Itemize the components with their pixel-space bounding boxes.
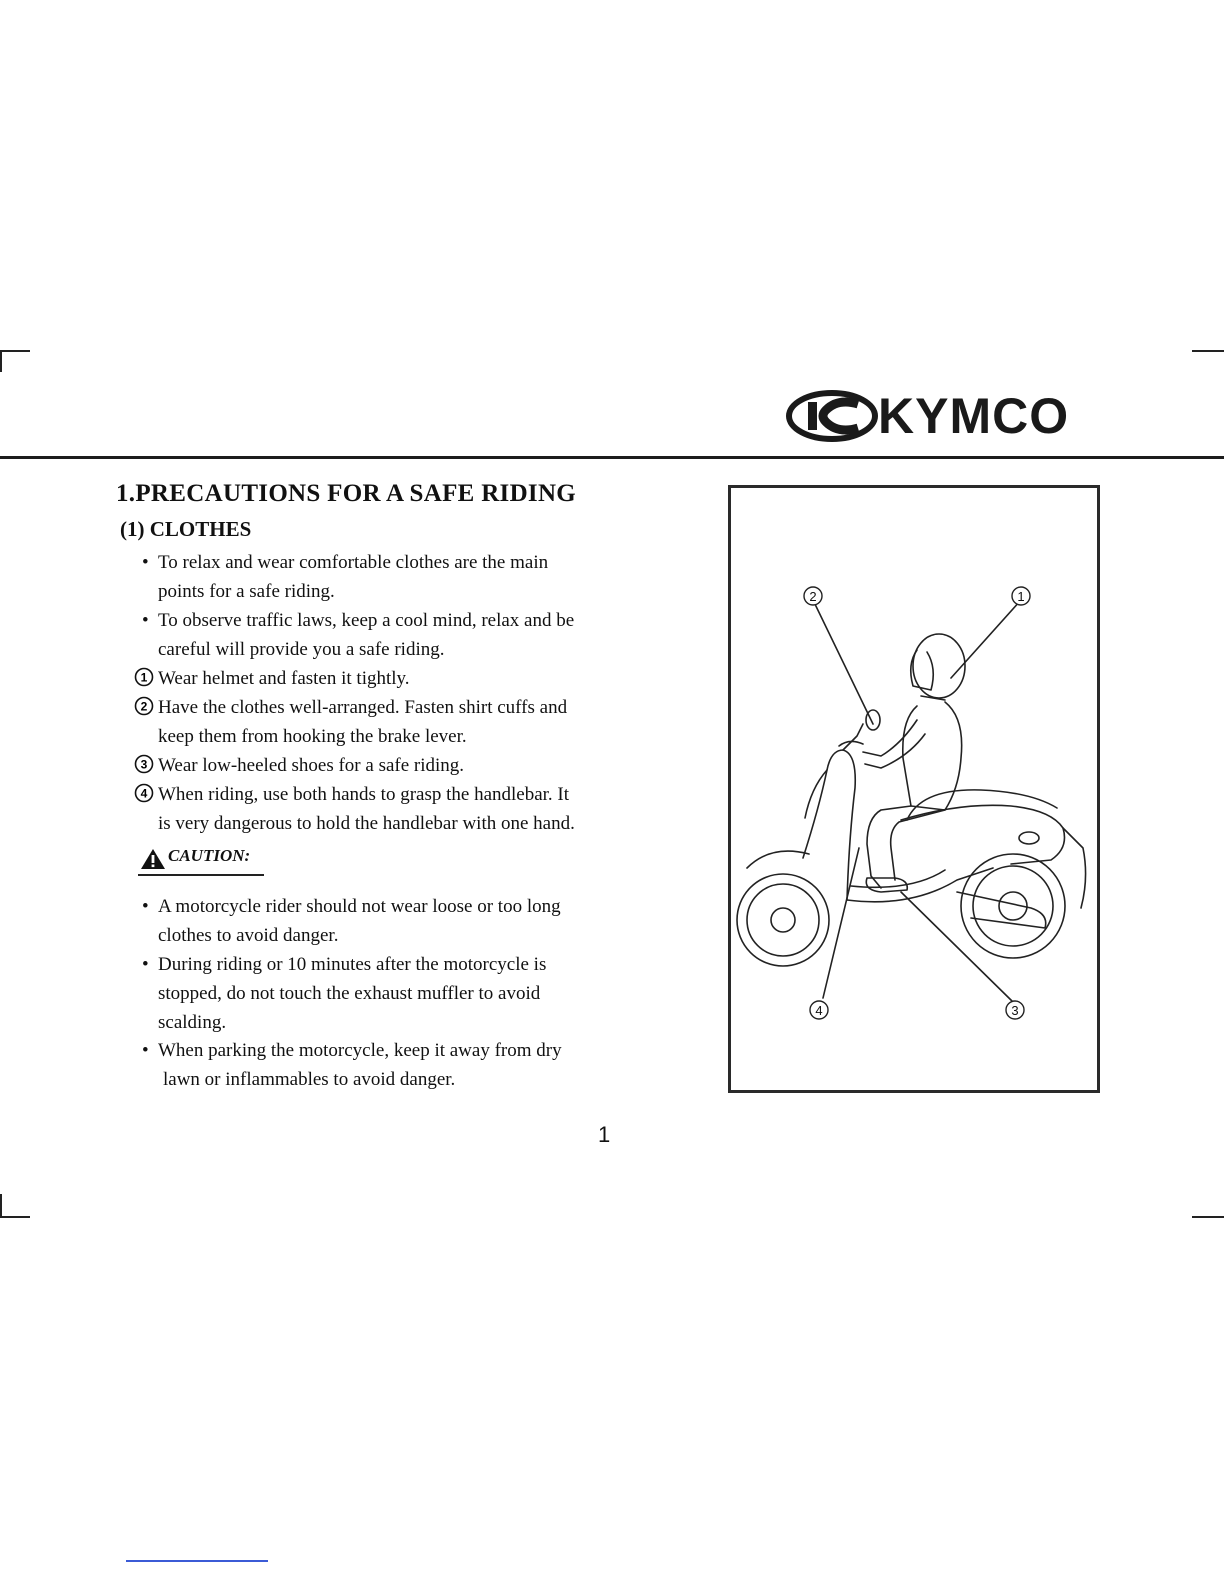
item-3-line-1: Wear low-heeled shoes for a safe riding.	[158, 755, 465, 776]
intro-bullet-2-line-2: careful will provide you a safe riding.	[158, 639, 445, 660]
crop-mark-bottom-left-v	[0, 1194, 2, 1218]
caution-bullet-2-line-2: stopped, do not touch the exhaust muffler to avoid	[158, 983, 541, 1004]
crop-mark-top-left	[0, 350, 30, 352]
bullet-marker: •	[142, 1040, 149, 1061]
item-1-line-1: Wear helmet and fasten it tightly.	[158, 668, 410, 689]
caution-bullet-2-line-3: scalding.	[158, 1012, 227, 1033]
item-4-line-1: When riding, use both hands to grasp the handlebar. It	[158, 784, 570, 805]
number-3-circle-icon	[134, 754, 154, 774]
intro-bullet-1-line-2: points for a safe riding.	[158, 581, 335, 602]
callout-4: 4	[815, 1003, 823, 1018]
number-1-label: 1	[140, 670, 148, 685]
item-4-line-2: is very dangerous to hold the handlebar with one hand.	[158, 813, 575, 834]
page-number: 1	[598, 1122, 611, 1147]
item-2-line-1: Have the clothes well-arranged. Fasten shirt cuffs and	[158, 697, 568, 718]
scooter-rider-drawing	[731, 488, 1097, 1090]
crop-mark-top-right	[1192, 350, 1224, 352]
caution-bullet-2-line-1: During riding or 10 minutes after the motorcycle is	[158, 954, 547, 975]
footer-link-underline	[126, 1560, 268, 1562]
section-title: 1.PRECAUTIONS FOR A SAFE RIDING	[116, 480, 577, 507]
bullet-marker: •	[142, 896, 149, 917]
number-4-label: 4	[140, 786, 148, 801]
crop-mark-top-left-v	[0, 350, 2, 372]
intro-bullet-2-line-1: To observe traffic laws, keep a cool mind, relax and be	[158, 610, 575, 631]
crop-mark-bottom-left	[0, 1216, 30, 1218]
caution-label: CAUTION:	[168, 846, 251, 865]
section-subtitle: (1) CLOTHES	[120, 517, 252, 541]
brand-name: KYMCO	[878, 388, 1070, 444]
caution-bullet-1-line-2: clothes to avoid danger.	[158, 925, 339, 946]
bullet-marker: •	[142, 954, 149, 975]
bullet-marker: •	[142, 610, 149, 631]
item-2-line-2: keep them from hooking the brake lever.	[158, 726, 467, 747]
caution-bullet-1-line-1: A motorcycle rider should not wear loose or too long	[158, 896, 561, 917]
warning-triangle-icon	[140, 848, 166, 870]
crop-mark-bottom-right	[1192, 1216, 1224, 1218]
kymco-logo	[786, 390, 1102, 442]
callout-2: 2	[809, 589, 817, 604]
number-1-circle-icon	[134, 667, 154, 687]
number-2-label: 2	[140, 699, 148, 714]
caution-underline	[138, 874, 264, 876]
caution-bullet-3-line-1: When parking the motorcycle, keep it away from dry	[158, 1040, 562, 1061]
header-rule	[0, 456, 1224, 459]
number-3-label: 3	[140, 757, 148, 772]
kymco-emblem-icon	[786, 390, 878, 442]
number-4-circle-icon	[134, 783, 154, 803]
bullet-marker: •	[142, 552, 149, 573]
caution-bullet-3-line-2: lawn or inflammables to avoid danger.	[163, 1069, 456, 1090]
rider-illustration	[728, 485, 1100, 1093]
callout-3: 3	[1011, 1003, 1019, 1018]
callout-1: 1	[1017, 589, 1025, 604]
number-2-circle-icon	[134, 696, 154, 716]
intro-bullet-1-line-1: To relax and wear comfortable clothes are the main	[158, 552, 549, 573]
